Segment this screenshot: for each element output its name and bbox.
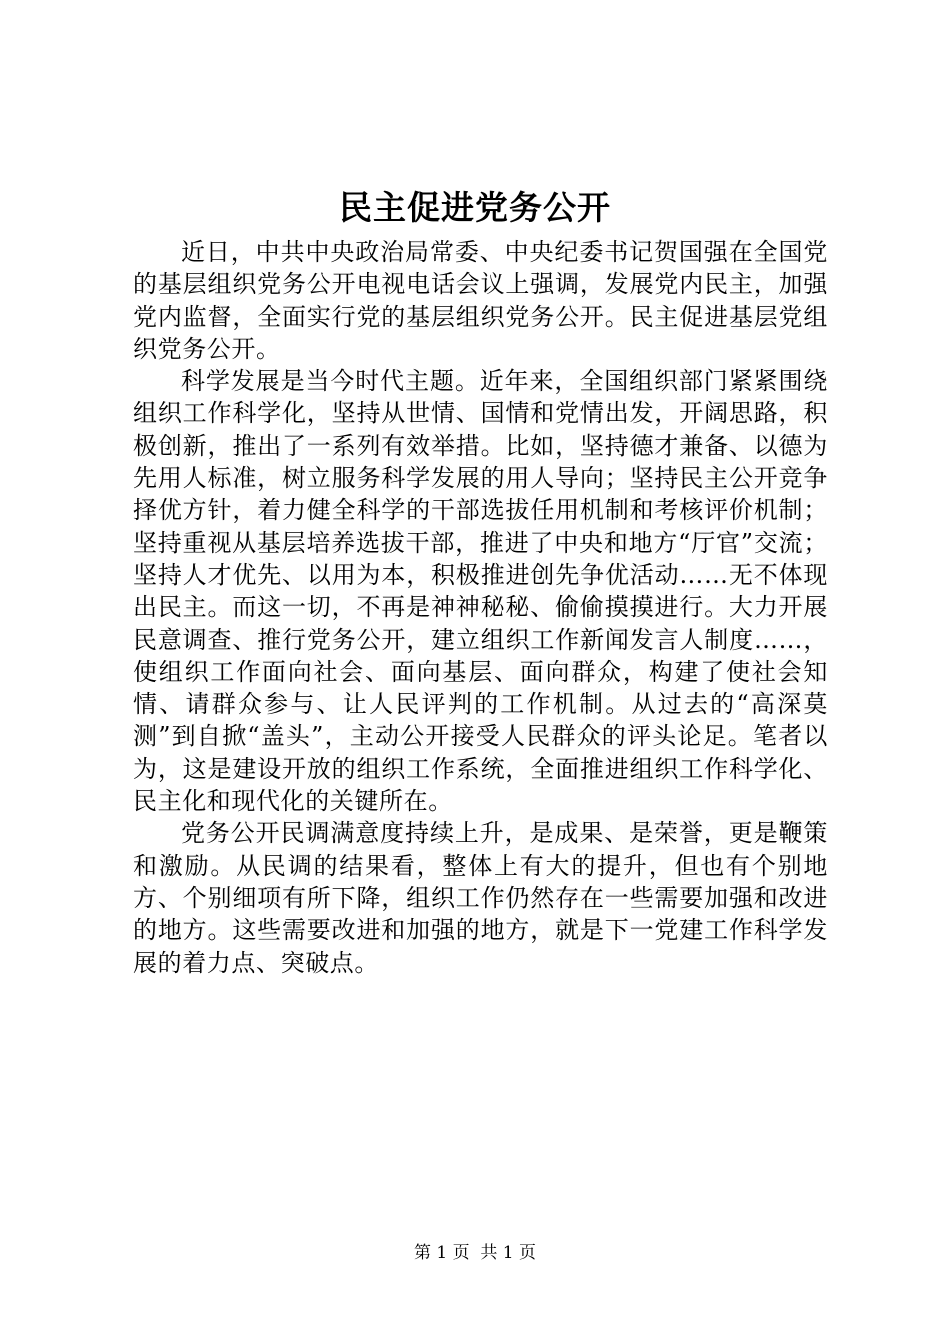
document-title: 民主促进党务公开 [339, 188, 611, 227]
total-pages: 共 1 页 [480, 1243, 537, 1263]
page-number: 第 1 页 [413, 1243, 470, 1263]
footer-spacer [470, 1243, 481, 1263]
paragraph-1: 近日，中共中央政治局常委、中央纪委书记贺国强在全国党的基层组织党务公开电视电话会议上强调，发展党内民主，加强党内监督，全面实行党的基层组织党务公开。民主促进基层党组织党务公开。 [133, 238, 828, 363]
paragraph-3: 党务公开民调满意度持续上升，是成果、是荣誉，更是鞭策和激励。从民调的结果看，整体上有大的提升，但也有个别地方、个别细项有所下降，组织工作仍然存在一些需要加强和改进的地方。这些需要改进和加强的地方，就是下一党建工作科学发展的着力点、突破点。 [133, 819, 828, 977]
document-body [133, 236, 828, 979]
page-footer [0, 1241, 950, 1265]
paragraph-2: 科学发展是当今时代主题。近年来，全国组织部门紧紧围绕组织工作科学化，坚持从世情、国情和党情出发，开阔思路，积极创新，推出了一系列有效举措。比如，坚持德才兼备、以德为先用人标准，树立服务科学发展的用人导向；坚持民主公开竞争择优方针，着力健全科学的干部选拔任用机制和考核评价机制；坚持重视从基层培养选拔干部，推进了中央和地方“厅官”交流；坚持人才优先、以用为本，积极推进创先争优活动……无不体现出民主。而这一切，不再是神神秘秘、偷偷摸摸进行。大力开展民意调查、推行党务公开，建立组织工作新闻发言人制度……，使组织工作面向社会、面向基层、面向群众，构建了使社会知情、请群众参与、让人民评判的工作机制。从过去的“高深莫测”到自掀“盖头”，主动公开接受人民群众的评头论足。笔者以为，这是建设开放的组织工作系统，全面推进组织工作科学化、民主化和现代化的关键所在。 [133, 367, 828, 816]
